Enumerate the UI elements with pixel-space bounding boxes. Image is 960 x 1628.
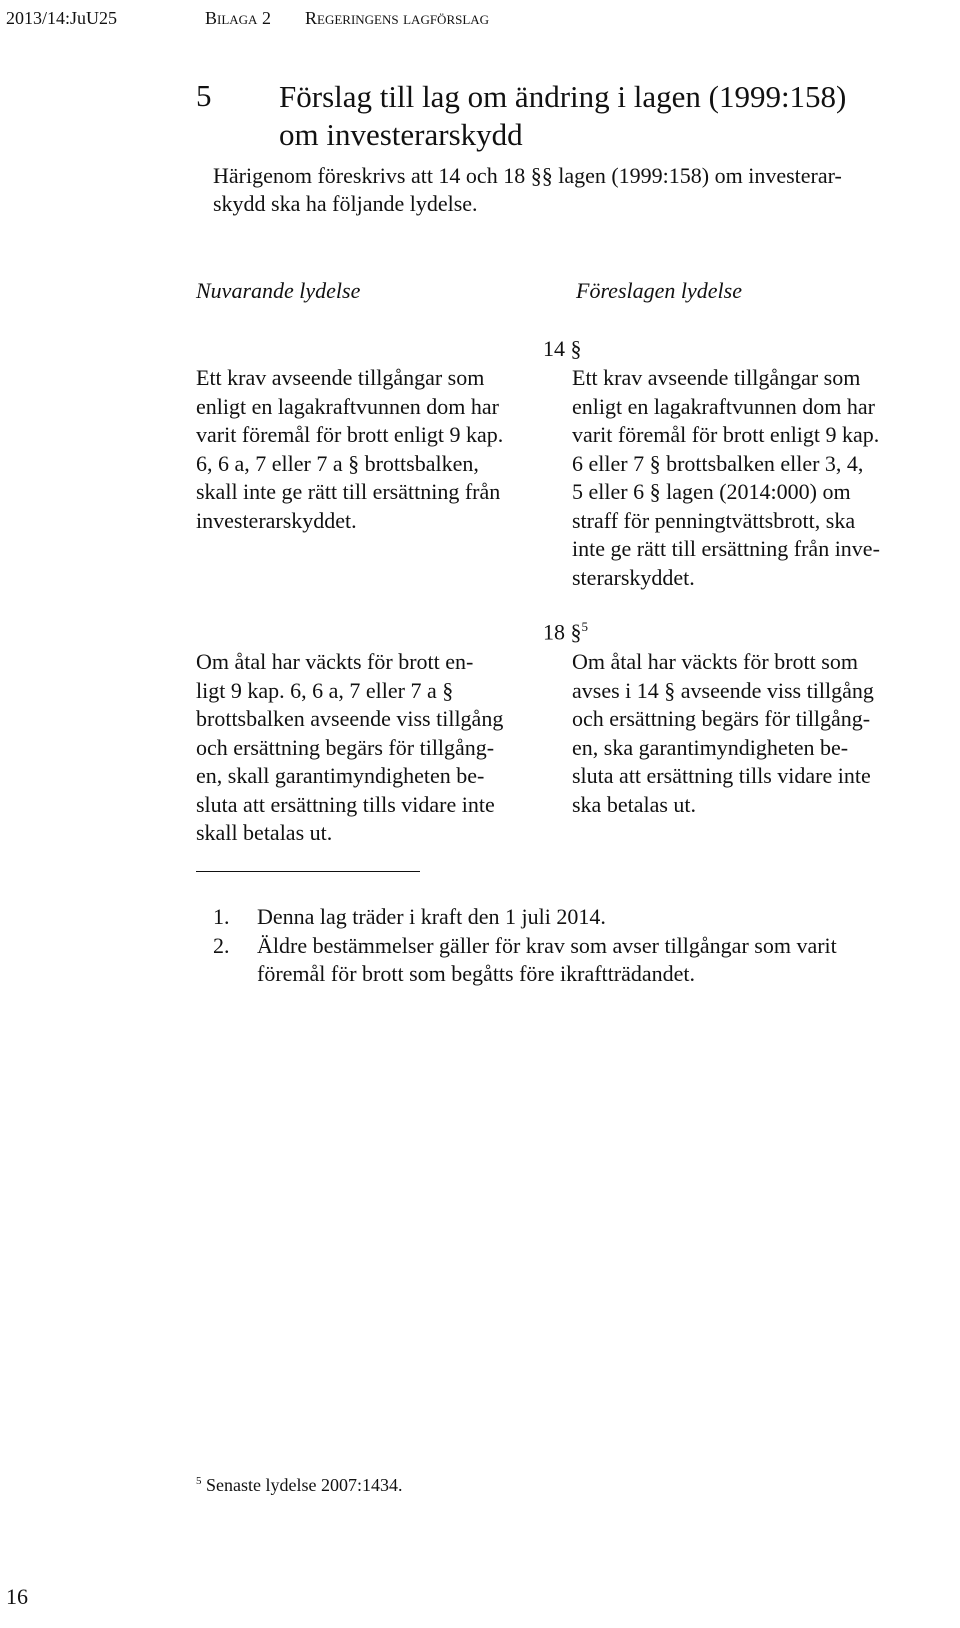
text-line: ligt 9 kap. 6, 6 a, 7 eller 7 a § [196,677,454,703]
text-line: sluta att ersättning tills vidare inte [196,791,495,817]
running-head [0,8,960,32]
intro-line-1: Härigenom föreskrivs att 14 och 18 §§ lagen (1999:158) om investerar- [213,163,842,188]
paragraph-number-18 [543,619,588,645]
text-line: 6, 6 a, 7 eller 7 a § brottsbalken, [196,450,479,476]
item-text-line-1: Äldre bestämmelser gäller för krav som avser tillgångar som varit [257,933,837,958]
proposed-text-18 [572,648,920,819]
text-line: avses i 14 § avseende viss tillgång [572,677,874,703]
text-line: skall inte ge rätt till ersättning från [196,479,501,504]
text-line: 5 eller 6 § lagen (2014:000) om [572,479,851,504]
separator-rule [196,871,420,872]
current-text-14 [196,364,540,535]
footnote-marker: 5 [196,1475,202,1487]
title-line-1: Förslag till lag om ändring i lagen (1999:158) [279,79,847,114]
text-line: 6 eller 7 § brottsbalken eller 3, 4, [572,450,864,476]
text-line: en, ska garantimyndigheten be- [572,734,849,760]
text-line: skall betalas ut. [196,820,333,845]
section-label: Regeringens lagförslag [305,8,490,28]
text-line: brottsbalken avseende viss tillgång [196,706,504,731]
text-line: och ersättning begärs för tillgång- [196,734,495,760]
text-line: enligt en lagakraftvunnen dom har [196,393,500,419]
paragraph-label: 14 § [543,336,582,361]
text-line: sluta att ersättning tills vidare inte [572,763,871,788]
item-text-line-2: föremål för brott som begåtts före ikraftträdandet. [257,961,696,986]
transitional-item-2 [213,932,933,988]
footnote [196,1475,402,1496]
page-number: 16 [6,1584,28,1609]
text-line: Om åtal har väckts för brott som [572,649,858,674]
item-text [257,932,933,988]
intro-line-2: skydd ska ha följande lydelse. [213,191,478,216]
intro-paragraph [213,162,927,218]
column-heading-proposed: Föreslagen lydelse [576,278,742,303]
text-line: enligt en lagakraftvunnen dom har [572,393,876,419]
text-line: Ett krav avseende tillgångar som [196,365,485,390]
proposed-text-14 [572,364,920,592]
text-line: ska betalas ut. [572,791,697,817]
text-line: sterarskyddet. [572,564,695,590]
item-number: 1. [213,904,230,929]
paragraph-label: 18 § [543,619,582,645]
page-title [279,78,919,154]
item-text: Denna lag träder i kraft den 1 juli 2014. [257,904,606,929]
appendix-label: Bilaga 2 [205,8,271,28]
footnote-reference: 5 [581,619,588,634]
current-text-18 [196,648,540,848]
text-line: Om åtal har väckts för brott en- [196,649,474,674]
heading-number: 5 [196,78,212,113]
footnote-text: Senaste lydelse 2007:1434. [206,1475,403,1495]
paragraph-number-14 [543,336,582,362]
item-number: 2. [213,933,230,958]
column-heading-current: Nuvarande lydelse [196,278,361,303]
text-line: inte ge rätt till ersättning från inve- [572,536,880,561]
title-line-2: om investerarskydd [279,117,523,152]
text-line: Ett krav avseende tillgångar som [572,365,861,390]
text-line: investerarskyddet. [196,507,357,533]
text-line: och ersättning begärs för tillgång- [572,706,871,731]
transitional-item-1 [213,903,933,931]
text-line: straff för penningtvättsbrott, ska [572,507,856,533]
text-line: varit föremål för brott enligt 9 kap. [572,422,880,447]
text-line: en, skall garantimyndigheten be- [196,763,485,788]
document-reference: 2013/14:JuU25 [6,8,118,28]
text-line: varit föremål för brott enligt 9 kap. [196,422,504,447]
